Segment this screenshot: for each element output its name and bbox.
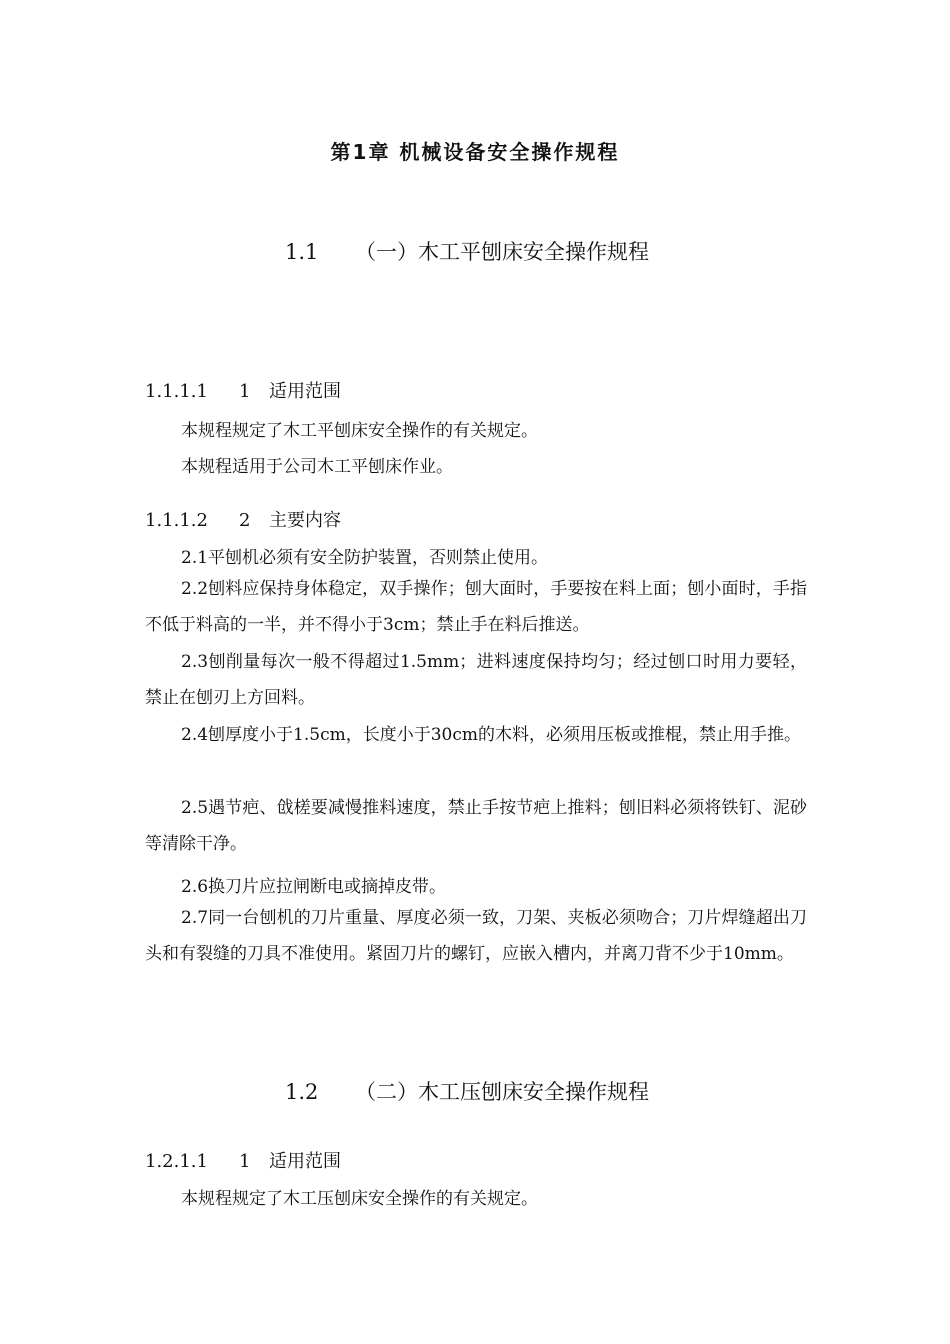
subsection-number: 1.1.1.2 — [145, 510, 208, 531]
section-title: （二）木工压刨床安全操作规程 — [355, 1080, 649, 1104]
paragraph: 本规程规定了木工平刨床安全操作的有关规定。 — [181, 421, 538, 441]
section-heading-1-2 — [285, 1076, 649, 1106]
paragraph: 2.2刨料应保持身体稳定，双手操作；刨大面时，手要按在料上面；刨小面时，手指不低于料高的一半，并不得小于3cm；禁止手在料后推送。 — [145, 579, 807, 635]
section-number: 1.2 — [285, 1080, 319, 1104]
section-title: （一）木工平刨床安全操作规程 — [355, 240, 649, 264]
paragraph: 本规程适用于公司木工平刨床作业。 — [181, 457, 453, 477]
section-heading-1-1 — [285, 236, 649, 266]
subsection-number: 1.1.1.1 — [145, 381, 208, 402]
paragraph: 2.1平刨机必须有安全防护装置，否则禁止使用。 — [181, 548, 549, 568]
paragraph: 2.4刨厚度小于1.5cm，长度小于30cm的木料，必须用压板或推棍，禁止用手推。 — [181, 725, 801, 745]
paragraph: 2.6换刀片应拉闸断电或摘掉皮带。 — [181, 877, 447, 897]
subsection-heading-1-1-1-1 — [145, 377, 341, 403]
subsection-index: 1 — [239, 1151, 251, 1172]
paragraph: 2.3刨削量每次一般不得超过1.5mm；进料速度保持均匀；经过刨口时用力要轻， 禁止在刨刃上方回料。 — [145, 652, 807, 708]
subsection-title: 适用范围 — [269, 381, 341, 402]
subsection-title: 适用范围 — [269, 1151, 341, 1172]
paragraph: 本规程规定了木工压刨床安全操作的有关规定。 — [181, 1189, 538, 1209]
subsection-heading-1-2-1-1 — [145, 1147, 341, 1173]
chapter-title: 第1章 机械设备安全操作规程 — [330, 140, 620, 164]
subsection-index: 2 — [239, 510, 251, 531]
paragraph: 2.5遇节疤、戗槎要减慢推料速度，禁止手按节疤上推料；刨旧料必须将铁钉、泥砂等清除干净。 — [145, 798, 807, 854]
subsection-heading-1-1-1-2 — [145, 506, 341, 532]
paragraph: 2.7同一台刨机的刀片重量、厚度必须一致，刀架、夹板必须吻合；刀片焊缝超出刀头和有裂缝的刀具不准使用。紧固刀片的螺钉，应嵌入槽内，并离刀背不少于10mm。 — [145, 908, 807, 964]
subsection-number: 1.2.1.1 — [145, 1151, 208, 1172]
subsection-title: 主要内容 — [269, 510, 341, 531]
section-number: 1.1 — [285, 240, 319, 264]
subsection-index: 1 — [239, 381, 251, 402]
